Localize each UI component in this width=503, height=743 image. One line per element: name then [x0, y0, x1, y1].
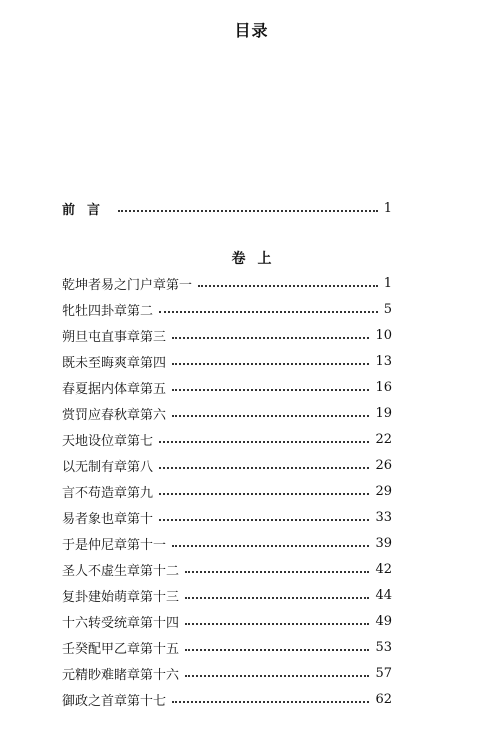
toc-entry-title: 复卦建始萌章第十三: [62, 589, 180, 605]
toc-entry[interactable]: [62, 348, 392, 374]
page-number: 19: [375, 405, 392, 421]
toc-entry-title: 圣人不虚生章第十二: [62, 563, 180, 579]
foreword-title: 前言: [62, 202, 113, 218]
page-number: 62: [375, 691, 392, 707]
dot-leader: [118, 210, 378, 212]
page-number: 10: [375, 327, 392, 343]
page-number: 5: [383, 301, 392, 317]
toc-entry-title: 元精眇难睹章第十六: [62, 667, 180, 683]
dot-leader: [172, 701, 369, 703]
dot-leader: [185, 597, 369, 599]
toc-entry-title: 以无制有章第八: [62, 459, 154, 475]
toc-entry-title: 乾坤者易之门户章第一: [62, 277, 193, 293]
dot-leader: [185, 571, 369, 573]
dot-leader: [198, 285, 378, 287]
toc-entry-title: 牝牡四卦章第二: [62, 303, 154, 319]
dot-leader: [185, 675, 369, 677]
dot-leader: [185, 649, 369, 651]
section-heading: 卷上: [231, 251, 284, 267]
toc-entry-title: 十六转受统章第十四: [62, 615, 180, 631]
toc-entry-foreword[interactable]: [62, 198, 392, 218]
page-number: 29: [375, 483, 392, 499]
dot-leader: [159, 441, 369, 443]
toc-entry-title: 赏罚应春秋章第六: [62, 407, 167, 423]
toc-entry[interactable]: [62, 530, 392, 556]
toc-entry[interactable]: [62, 296, 392, 322]
toc-entry[interactable]: [62, 634, 392, 660]
toc-entry[interactable]: [62, 426, 392, 452]
toc-entry[interactable]: [62, 582, 392, 608]
dot-leader: [172, 415, 369, 417]
dot-leader: [159, 519, 369, 521]
toc-entry[interactable]: [62, 400, 392, 426]
toc-entry[interactable]: [62, 556, 392, 582]
dot-leader: [172, 545, 369, 547]
toc-entry[interactable]: [62, 374, 392, 400]
toc-entry-title: 春夏据内体章第五: [62, 381, 167, 397]
dot-leader: [159, 311, 378, 313]
dot-leader: [172, 363, 369, 365]
toc-entry-title: 朔旦屯直事章第三: [62, 329, 167, 345]
page-number: 44: [375, 587, 392, 603]
toc-entry-title: 既未至晦爽章第四: [62, 355, 167, 371]
toc-entry-title: 于是仲尼章第十一: [62, 537, 167, 553]
page-number: 42: [375, 561, 392, 577]
page-number: 16: [375, 379, 392, 395]
toc-entry[interactable]: [62, 660, 392, 686]
dot-leader: [172, 389, 369, 391]
toc-entry[interactable]: [62, 322, 392, 348]
dot-leader: [159, 467, 369, 469]
page-number: 57: [375, 665, 392, 681]
toc-entry[interactable]: [62, 608, 392, 634]
page-number: 26: [375, 457, 392, 473]
page-number: 49: [375, 613, 392, 629]
page-number: 53: [375, 639, 392, 655]
toc-entry[interactable]: [62, 270, 392, 296]
toc-entry-title: 言不苟造章第九: [62, 485, 154, 501]
page-number: 1: [383, 275, 392, 291]
dot-leader: [159, 493, 369, 495]
page-number: 39: [375, 535, 392, 551]
toc-list: [62, 270, 392, 712]
toc-entry-title: 天地设位章第七: [62, 433, 154, 449]
page-number: 33: [375, 509, 392, 525]
dot-leader: [172, 337, 369, 339]
toc-entry-title: 御政之首章第十七: [62, 693, 167, 709]
page-number: 22: [375, 431, 392, 447]
page-number: 1: [383, 200, 392, 216]
toc-entry-title: 壬癸配甲乙章第十五: [62, 641, 180, 657]
toc-entry[interactable]: [62, 686, 392, 712]
toc-entry[interactable]: [62, 452, 392, 478]
toc-entry[interactable]: [62, 478, 392, 504]
toc-entry-title: 易者象也章第十: [62, 511, 154, 527]
toc-entry[interactable]: [62, 504, 392, 530]
page-number: 13: [375, 353, 392, 369]
dot-leader: [185, 623, 369, 625]
page-title: 目录: [234, 21, 269, 40]
